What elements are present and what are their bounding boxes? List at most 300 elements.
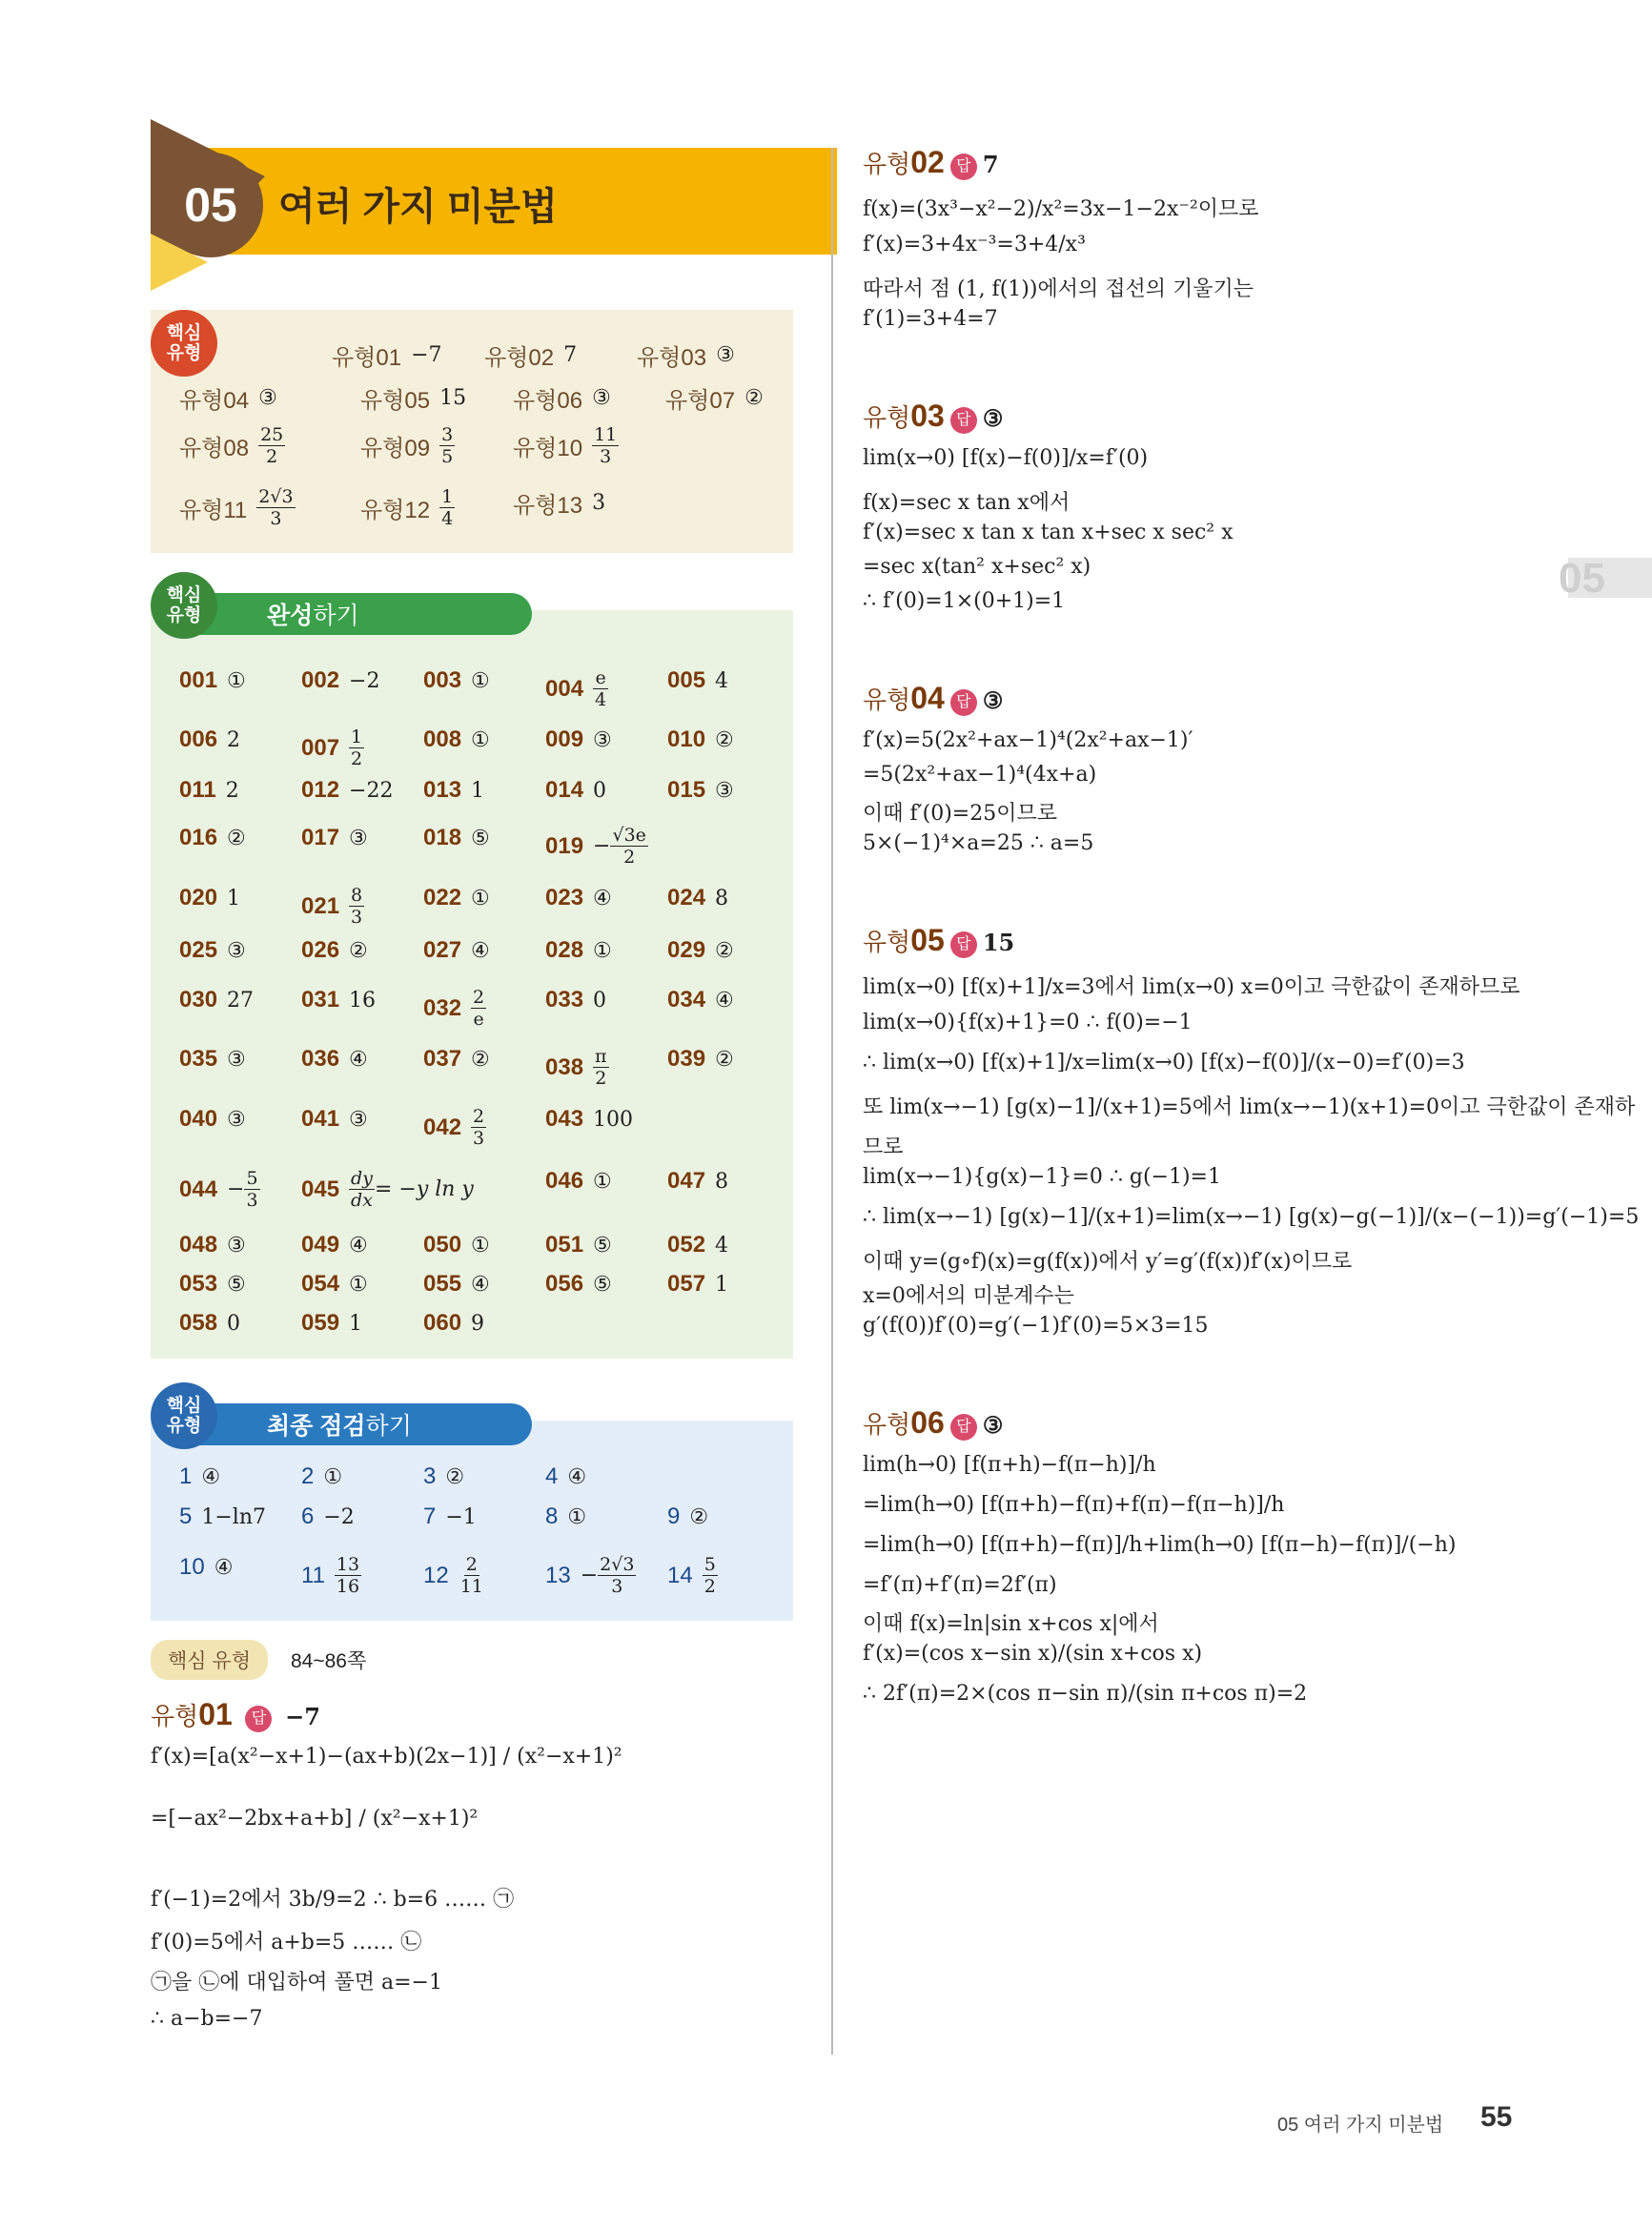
- item-number: 9: [667, 1504, 681, 1529]
- answer-cell: [484, 338, 577, 372]
- dap-badge: 답: [950, 1414, 977, 1441]
- solution-line: lim(x→0) [f(x)−f(0)]/x=f′(0): [863, 446, 1149, 470]
- fraction-denominator: e: [473, 1009, 484, 1030]
- answer-value: 2: [225, 778, 239, 803]
- answer-cell: [301, 1168, 474, 1211]
- answer-cell: [360, 381, 466, 415]
- answer-cell: [545, 825, 648, 868]
- answer-cell: [301, 885, 364, 928]
- answer-cell: [423, 825, 490, 851]
- solution-line: ∴ a−b=−7: [151, 2007, 263, 2031]
- answer-value: [593, 667, 608, 710]
- fraction-denominator: 2: [595, 1068, 607, 1089]
- fraction-numerator: 2√3: [258, 486, 294, 507]
- item-number: 025: [179, 937, 218, 963]
- answer-value: ②: [715, 938, 734, 963]
- page-ref-pill: 핵심 유형: [151, 1640, 268, 1680]
- answer-value: 4: [715, 1233, 729, 1258]
- item-number: 050: [423, 1232, 462, 1258]
- answer-cell: [179, 486, 296, 529]
- item-number: 058: [179, 1310, 218, 1336]
- answer-cell: [301, 1504, 355, 1530]
- answer-cell: [545, 1271, 612, 1298]
- answer-value: ③: [227, 1233, 246, 1258]
- answer-value: ③: [227, 938, 246, 963]
- fraction-denominator: 3: [270, 508, 282, 529]
- fraction-numerator: π: [595, 1046, 607, 1067]
- type-label: 유형06: [513, 388, 583, 414]
- answer-value: [593, 825, 648, 868]
- answer-value: 100: [593, 1107, 634, 1132]
- page-ref-pages: 84~86쪽: [290, 1650, 367, 1672]
- answer-cell: [545, 726, 612, 753]
- type-label: 유형01: [332, 345, 402, 371]
- fraction-numerator: 5: [704, 1554, 716, 1575]
- dap-badge: 답: [950, 931, 977, 958]
- fraction-denominator: 3: [351, 907, 363, 928]
- chapter-number: 05: [158, 153, 263, 257]
- item-number: 003: [423, 667, 462, 693]
- answer-cell: [667, 885, 728, 911]
- solution-line: 므로: [863, 1135, 904, 1159]
- answer-value: [439, 424, 455, 467]
- answer-value: ⑤: [227, 1272, 246, 1297]
- answer-cell: [667, 667, 728, 694]
- answer-value: −2: [323, 1504, 355, 1529]
- fraction-denominator: 5: [441, 446, 454, 467]
- answer-cell: [179, 825, 246, 851]
- item-number: 040: [179, 1106, 218, 1132]
- item-number: 3: [423, 1463, 437, 1489]
- item-number: 038: [545, 1054, 584, 1080]
- solution-header: [863, 1405, 1003, 1441]
- item-number: 14: [667, 1562, 693, 1588]
- answer-cell: [179, 1168, 260, 1211]
- item-number: 055: [423, 1271, 462, 1297]
- answer-cell: [423, 1504, 477, 1530]
- type-tag: [863, 145, 945, 179]
- item-number: 020: [179, 885, 218, 910]
- answer-value: 0: [593, 988, 607, 1013]
- answer-value: ③: [982, 686, 1004, 714]
- answer-cell: [545, 1106, 633, 1133]
- item-number: 6: [301, 1504, 315, 1529]
- fraction-numerator: 25: [260, 424, 284, 445]
- answer-value: [258, 424, 285, 467]
- answer-value: [349, 1168, 474, 1211]
- answer-value: ③: [227, 1107, 246, 1132]
- item-number: 004: [545, 675, 584, 702]
- fraction-denominator: 3: [600, 446, 612, 467]
- minus-sign: −: [593, 834, 611, 858]
- fraction-denominator: 11: [459, 1576, 483, 1597]
- item-number: 017: [301, 825, 340, 850]
- answer-value: [439, 486, 455, 529]
- dap-badge: 답: [950, 153, 977, 180]
- answer-value: 1−ln7: [201, 1504, 266, 1529]
- fraction-numerator: 3: [441, 424, 454, 445]
- item-number: 023: [545, 885, 584, 910]
- answer-cell: [179, 1271, 246, 1298]
- solution-line: f′(1)=3+4=7: [863, 307, 998, 331]
- answer-cell: [667, 1554, 718, 1597]
- answer-value: [703, 1554, 718, 1597]
- answer-value: ①: [471, 668, 490, 693]
- answer-cell: [301, 667, 379, 694]
- fraction: [593, 667, 608, 710]
- fraction-numerator: 5: [246, 1168, 258, 1189]
- item-number: 045: [301, 1176, 340, 1202]
- answer-value: 1: [227, 886, 241, 910]
- solution-line: f′(0)=5에서 a+b=5 …… ㉡: [151, 1931, 422, 1954]
- page-reference: [151, 1640, 366, 1680]
- answer-value: ①: [471, 886, 490, 910]
- solution-line: f′(x)=[a(x²−x+1)−(ax+b)(2x−1)] / (x²−x+1)²: [151, 1745, 622, 1769]
- answer-value: [459, 1554, 485, 1597]
- type-tag-number: 06: [910, 1405, 945, 1440]
- answer-value: 1: [349, 1311, 363, 1336]
- item-number: 013: [423, 777, 462, 803]
- type-tag-prefix: 유형: [863, 1410, 911, 1439]
- answer-value: [471, 987, 486, 1030]
- fraction-denominator: 2: [351, 748, 363, 769]
- answer-value: ③: [716, 343, 735, 367]
- solution-line: f′(x)=(cos x−sin x)/(sin x+cos x): [863, 1642, 1203, 1666]
- equation-rest: = −y ln y: [374, 1177, 474, 1201]
- answer-value: ④: [593, 886, 612, 910]
- answer-value: 27: [227, 988, 255, 1013]
- answer-value: ①: [227, 668, 246, 693]
- item-number: 014: [545, 777, 584, 803]
- fraction: [459, 1554, 485, 1597]
- item-number: 12: [423, 1562, 449, 1588]
- answer-value: ②: [715, 1047, 734, 1072]
- answer-cell: [179, 937, 246, 964]
- ribbon-complete: 완성 하기: [181, 593, 532, 635]
- fraction-denominator: 2: [704, 1576, 716, 1597]
- item-number: 2: [301, 1463, 315, 1489]
- item-number: 043: [545, 1106, 584, 1132]
- solution-line: f′(−1)=2에서 3b/9=2 ∴ b=6 …… ㉠: [151, 1888, 515, 1912]
- answer-value: −1: [445, 1504, 477, 1529]
- answer-value: ①: [471, 1233, 490, 1258]
- answer-cell: [301, 1271, 368, 1298]
- answer-cell: [360, 486, 455, 529]
- type-label: 유형02: [484, 345, 555, 371]
- fraction-numerator: dy: [351, 1168, 373, 1189]
- solution-line: 이때 y=(g∘f)(x)=g(f(x))에서 y′=g′(f(x))f′(x)이므로: [863, 1250, 1353, 1274]
- fraction: [610, 825, 647, 868]
- fraction-denominator: 4: [595, 689, 607, 710]
- answer-value: ⑤: [593, 1233, 612, 1258]
- solution-header: [863, 923, 1014, 958]
- item-number: 007: [301, 734, 340, 761]
- answer-cell: [301, 1232, 368, 1258]
- answer-cell: [545, 1046, 609, 1089]
- fraction-numerator: 1: [441, 486, 454, 507]
- item-number: 035: [179, 1046, 218, 1072]
- answer-value: ④: [715, 988, 734, 1013]
- solution-line: =lim(h→0) [f(π+h)−f(π)+f(π)−f(π−h)]/h: [863, 1493, 1285, 1517]
- item-number: 13: [545, 1562, 571, 1588]
- item-number: 027: [423, 937, 462, 963]
- item-number: 006: [179, 726, 218, 752]
- type-tag-number: 02: [910, 145, 945, 179]
- solution-line: lim(x→−1){g(x)−1}=0 ∴ g(−1)=1: [863, 1165, 1221, 1189]
- solution-line: 이때 f(x)=ln|sin x+cos x|에서: [863, 1612, 1159, 1636]
- fraction: [471, 987, 486, 1030]
- type-tag: [863, 1405, 945, 1440]
- solution-line: =sec x(tan² x+sec² x): [863, 555, 1091, 579]
- fraction: [349, 726, 364, 769]
- solution-line: f(x)=sec x tan x에서: [863, 491, 1071, 515]
- item-number: 042: [423, 1114, 462, 1140]
- answer-value: [256, 486, 295, 529]
- answer-cell: [179, 1554, 233, 1581]
- answer-cell: [667, 1504, 708, 1530]
- answer-value: ③: [593, 727, 612, 752]
- answer-value: −22: [349, 778, 394, 803]
- fraction-numerator: 8: [351, 885, 363, 906]
- type-tag: [863, 681, 945, 715]
- fraction-numerator: 2: [473, 987, 485, 1008]
- fraction-numerator: 1: [351, 726, 363, 747]
- solution-header: [863, 681, 1003, 716]
- ribbon-final: 최종 점검 하기: [181, 1403, 532, 1445]
- answer-cell: [301, 1046, 368, 1073]
- answer-cell: [423, 1310, 484, 1337]
- fraction: [592, 424, 619, 467]
- answer-value: ④: [349, 1233, 368, 1258]
- item-number: 048: [179, 1232, 218, 1258]
- fraction-numerator: √3e: [612, 825, 646, 846]
- answer-cell: [179, 667, 246, 694]
- minus-sign: −: [227, 1177, 245, 1201]
- answer-cell: [423, 667, 490, 694]
- item-number: 056: [545, 1271, 584, 1297]
- item-number: 5: [179, 1504, 193, 1529]
- answer-cell: [545, 987, 606, 1013]
- answer-cell: [667, 987, 734, 1013]
- answer-cell: [545, 1232, 612, 1258]
- type-tag: [863, 399, 945, 433]
- answer-value: ④: [471, 1272, 490, 1297]
- answer-value: 15: [982, 929, 1015, 956]
- answer-value: ④: [567, 1464, 587, 1489]
- fraction-denominator: 16: [336, 1576, 360, 1597]
- item-number: 4: [545, 1463, 559, 1489]
- answer-value: ③: [982, 404, 1004, 432]
- answer-value: 8: [715, 1169, 729, 1194]
- answer-value: ③: [349, 1107, 368, 1132]
- answer-value: 0: [227, 1311, 241, 1336]
- answer-value: 2: [227, 727, 241, 752]
- answer-cell: [545, 1554, 636, 1597]
- answer-value: 9: [471, 1311, 485, 1336]
- type-tag-prefix: 유형: [863, 150, 911, 178]
- item-number: 001: [179, 667, 218, 693]
- answer-value: ①: [593, 938, 612, 963]
- answer-value: ④: [214, 1555, 234, 1580]
- fraction-denominator: 3: [611, 1576, 623, 1597]
- type-label: 유형10: [513, 436, 583, 461]
- fraction-denominator: 4: [441, 508, 454, 529]
- answer-value: −7: [411, 343, 442, 367]
- answer-cell: [179, 381, 277, 415]
- answer-cell: [301, 937, 368, 964]
- answer-value: ⑤: [471, 826, 490, 850]
- answer-value: ①: [593, 1169, 612, 1194]
- item-number: 060: [423, 1310, 462, 1336]
- answer-cell: [423, 987, 486, 1030]
- fraction: [593, 1046, 609, 1089]
- solution-line: f′(x)=3+4x⁻³=3+4/x³: [863, 233, 1086, 256]
- answer-cell: [667, 1168, 728, 1195]
- item-number: 034: [667, 987, 706, 1013]
- type-label: 유형09: [360, 436, 431, 461]
- fraction-denominator: 2: [266, 446, 278, 467]
- answer-value: ①: [567, 1504, 587, 1529]
- answer-value: ②: [227, 826, 246, 850]
- item-number: 031: [301, 987, 340, 1013]
- answer-cell: [179, 1106, 246, 1133]
- dap-badge: 답: [950, 689, 977, 716]
- solution-line: lim(x→0){f(x)+1}=0 ∴ f(0)=−1: [863, 1011, 1193, 1034]
- solution-line: 5×(−1)⁴×a=25 ∴ a=5: [863, 831, 1094, 855]
- solution-line: ∴ lim(x→−1) [g(x)−1]/(x+1)=lim(x→−1) [g(x)−g(−1)]/(x−(−1))=g′(−1)=5: [863, 1205, 1640, 1229]
- item-number: 039: [667, 1046, 706, 1072]
- item-number: 011: [179, 777, 216, 803]
- item-number: 012: [301, 777, 340, 803]
- answer-cell: [545, 1463, 586, 1490]
- solution-line: f′(x)=5(2x²+ax−1)⁴(2x²+ax−1)′: [863, 728, 1193, 752]
- answer-cell: [545, 937, 612, 964]
- dap-badge: 답: [245, 1706, 272, 1732]
- fraction-denominator: 2: [623, 847, 636, 868]
- fraction: [471, 1106, 486, 1149]
- answer-cell: [545, 885, 612, 911]
- answer-cell: [637, 338, 735, 372]
- item-number: 008: [423, 726, 462, 752]
- answer-cell: [301, 1106, 368, 1133]
- answer-value: ④: [201, 1464, 221, 1489]
- item-number: 028: [545, 937, 584, 963]
- haeksim-badge-2: 핵심 유형: [151, 572, 217, 639]
- answer-value: [335, 1554, 361, 1597]
- answer-cell: [301, 1554, 361, 1597]
- answer-cell: [513, 381, 611, 415]
- solution-line: 이때 f′(0)=25이므로: [863, 802, 1057, 826]
- chapter-title: 여러 가지 미분법: [278, 186, 558, 228]
- answer-cell: [179, 424, 285, 467]
- answer-cell: [545, 1168, 612, 1195]
- answer-value: 1: [471, 778, 485, 803]
- item-number: 8: [545, 1504, 559, 1529]
- answer-cell: [423, 726, 490, 753]
- fraction: [598, 1554, 636, 1597]
- item-number: 029: [667, 937, 706, 963]
- item-number: 026: [301, 937, 340, 963]
- answer-cell: [423, 937, 490, 964]
- fraction: [439, 424, 455, 467]
- answer-value: ③: [258, 386, 277, 410]
- answer-value: 7: [982, 151, 999, 178]
- solution-header: [863, 145, 999, 180]
- fraction: [335, 1554, 361, 1597]
- page-number: 55: [1480, 2101, 1513, 2133]
- item-number: 059: [301, 1310, 340, 1336]
- item-number: 032: [423, 994, 462, 1021]
- answer-cell: [301, 726, 364, 769]
- item-number: 053: [179, 1271, 218, 1297]
- dap-badge: 답: [950, 407, 977, 434]
- answer-cell: [667, 726, 734, 753]
- type-label: 유형11: [179, 498, 248, 523]
- solution-line: 또 lim(x→−1) [g(x)−1]/(x+1)=5에서 lim(x→−1)(x+1)=0이고 극한값이 존재하: [863, 1095, 1636, 1119]
- item-number: 11: [301, 1562, 325, 1588]
- answer-cell: [667, 937, 734, 964]
- solution-line: ∴ 2f′(π)=2×(cos π−sin π)/(sin π+cos π)=2: [863, 1682, 1308, 1706]
- answer-cell: [179, 1232, 246, 1258]
- fraction: [258, 424, 285, 467]
- answer-value: ④: [349, 1047, 368, 1072]
- answer-value: ③: [982, 1411, 1004, 1439]
- type-tag-prefix: 유형: [863, 403, 911, 432]
- item-number: 054: [301, 1271, 340, 1297]
- answer-value: 0: [593, 778, 607, 803]
- footer-text: 05 여러 가지 미분법: [1277, 2115, 1444, 2136]
- haeksim-badge-1: 핵심 유형: [151, 310, 217, 377]
- answer-value: 3: [592, 491, 606, 515]
- fraction-denominator: 3: [246, 1190, 258, 1211]
- type-tag: [863, 923, 945, 957]
- type-tag-prefix: 유형: [863, 928, 911, 956]
- answer-value: [592, 424, 619, 467]
- answer-cell: [545, 777, 606, 804]
- solution-line: f′(x)=sec x tan x tan x+sec x sec² x: [863, 521, 1234, 544]
- item-number: 037: [423, 1046, 462, 1072]
- sol-01-header: 유형01 답 −7: [151, 1697, 320, 1731]
- item-number: 030: [179, 987, 218, 1013]
- answer-value: 15: [439, 386, 467, 410]
- answer-cell: [301, 1463, 342, 1490]
- answer-cell: [179, 726, 240, 753]
- solution-line: g′(f(0))f′(0)=g′(−1)f′(0)=5×3=15: [863, 1314, 1209, 1338]
- item-number: 052: [667, 1232, 706, 1258]
- answer-value: ④: [471, 938, 490, 963]
- minus-sign: −: [580, 1564, 599, 1587]
- item-number: 010: [667, 726, 706, 752]
- solution-line: =f′(π)+f′(π)=2f′(π): [863, 1573, 1057, 1597]
- answer-value: ②: [445, 1464, 465, 1489]
- answer-cell: [665, 381, 764, 415]
- type-label: 유형04: [179, 388, 250, 414]
- solution-line: ∴ f′(0)=1×(0+1)=1: [863, 589, 1066, 613]
- answer-value: 1: [715, 1272, 729, 1297]
- side-chapter-number: 05: [1559, 555, 1605, 602]
- item-number: 10: [179, 1554, 205, 1580]
- answer-cell: [513, 486, 605, 520]
- answer-cell: [667, 1046, 734, 1073]
- answer-value: ⑤: [593, 1272, 612, 1297]
- item-number: 049: [301, 1232, 340, 1258]
- answer-cell: [332, 338, 442, 372]
- type-tag-number: 05: [910, 923, 945, 957]
- answer-value: ②: [471, 1047, 490, 1072]
- solution-header: [863, 399, 1003, 434]
- type-tag-number: 04: [910, 681, 945, 715]
- type-label: 유형07: [665, 388, 736, 414]
